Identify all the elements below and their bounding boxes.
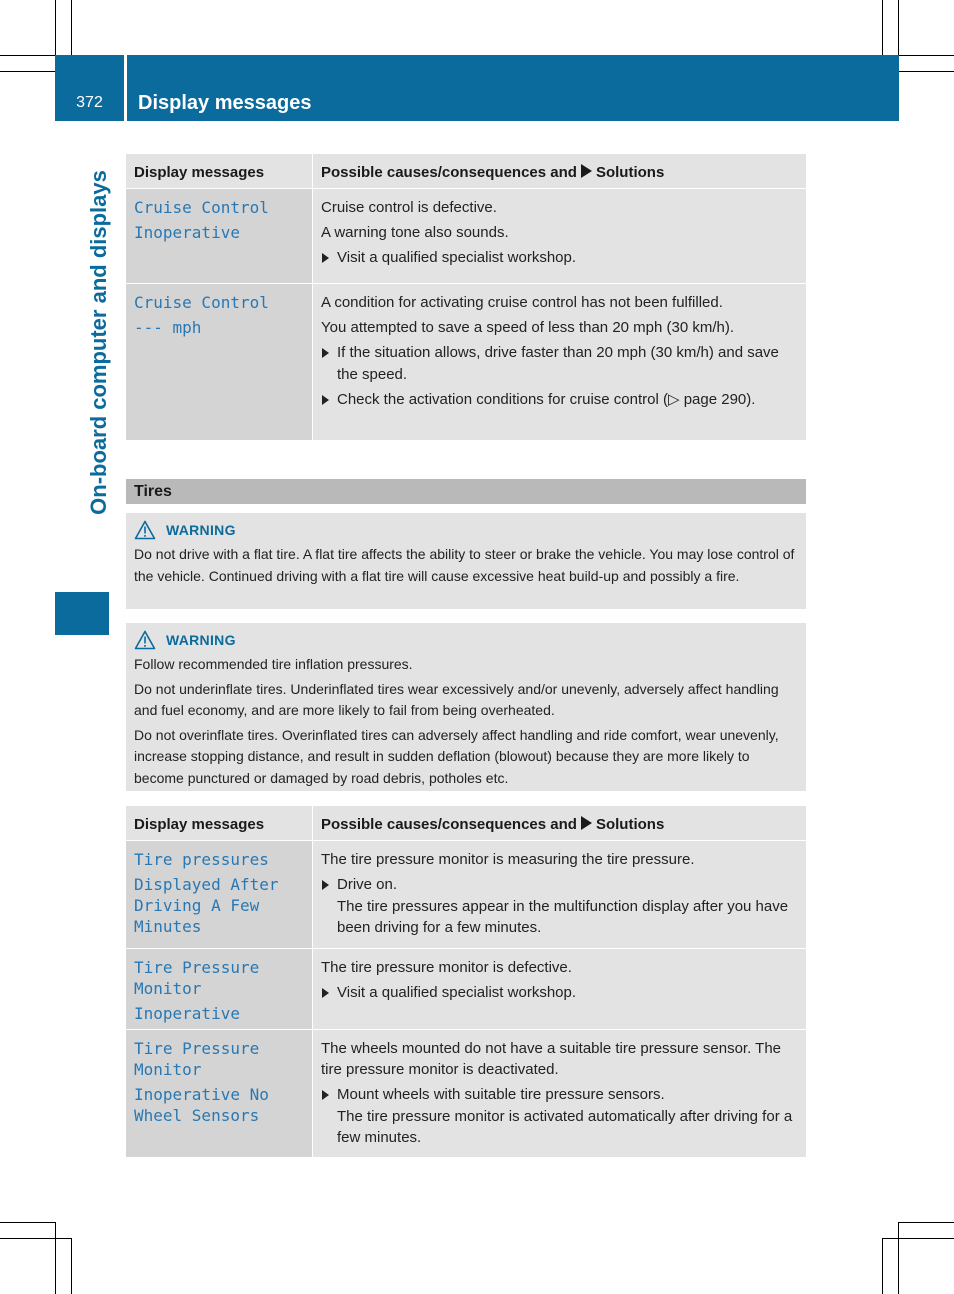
warning-label: WARNING <box>166 522 236 538</box>
page-title: Display messages <box>138 92 312 114</box>
solution-cell <box>312 284 806 440</box>
crop-mark <box>898 1222 899 1294</box>
step-arrow-icon <box>322 988 329 998</box>
table-row <box>126 188 806 283</box>
display-message-text: --- mph <box>134 318 202 337</box>
display-message-text: Displayed After Driving A Few Minutes <box>134 875 279 936</box>
warning-text: Do not drive with a flat tire. A flat tire affects the ability to steer or brake the vehicle. You may lose control of the vehicle. Continued driving with a flat tire will cause excessive heat build-up and possibly a fire. <box>134 546 795 584</box>
cause-text: You attempted to save a speed of less than 20 mph (30 km/h). <box>321 319 735 336</box>
solution-arrow-icon <box>581 164 592 178</box>
header-divider <box>124 55 127 121</box>
message-cell <box>126 284 312 440</box>
cause-text: The tire pressure monitor is measuring the tire pressure. <box>321 851 695 868</box>
display-message-text: Tire pressures <box>134 850 269 869</box>
display-message-text: Inoperative <box>134 1004 240 1023</box>
page-header <box>55 55 899 121</box>
message-cell <box>126 949 312 1029</box>
warning-triangle-icon <box>134 630 156 650</box>
display-message-text: Inoperative <box>134 223 240 242</box>
warning-text: Follow recommended tire inflation pressures. <box>134 656 413 672</box>
solution-step: Visit a qualified specialist workshop. <box>321 982 798 1004</box>
warning-text: Do not underinflate tires. Underinflated tires wear excessively and/or unevenly, adversely affect handling and fuel economy, and are more likely to fail from being overheated. <box>134 680 779 718</box>
crop-mark <box>882 1238 883 1294</box>
crop-mark <box>0 71 56 72</box>
solution-cell <box>312 189 806 283</box>
warning-heading <box>134 519 798 541</box>
crop-mark <box>55 1222 56 1294</box>
solution-arrow-icon <box>581 816 592 830</box>
step-arrow-icon <box>322 253 329 263</box>
solution-step: Drive on. <box>321 874 798 896</box>
step-arrow-icon <box>322 348 329 358</box>
table-header-row <box>126 154 806 188</box>
warning-box <box>126 513 806 609</box>
crop-mark <box>71 0 72 56</box>
crop-mark <box>0 55 56 56</box>
section-heading: Tires <box>134 483 172 500</box>
warning-heading <box>134 629 798 651</box>
warning-text: Do not overinflate tires. Overinflated tires can adversely affect handling and ride comfort, wear unevenly, increase stopping distance, and result in sudden deflation (blowout) because they are more likely to become punctured or damaged by road debris, potholes etc. <box>134 726 779 786</box>
crop-mark <box>882 1238 954 1239</box>
cause-text: The tire pressure monitor is defective. <box>321 959 572 976</box>
solution-result: The tire pressures appear in the multifunction display after you have been driving for a few minutes. <box>337 897 789 936</box>
message-cell <box>126 189 312 283</box>
crop-mark <box>898 71 954 72</box>
cause-text: A condition for activating cruise control has not been fulfilled. <box>321 294 723 311</box>
page-number: 372 <box>76 94 103 111</box>
step-arrow-icon <box>322 395 329 405</box>
chapter-tab-marker <box>55 592 109 635</box>
table-row <box>126 1029 806 1157</box>
solution-step <box>321 389 798 411</box>
solution-cell <box>312 1030 806 1157</box>
solution-step: If the situation allows, drive faster than 20 mph (30 km/h) and save the speed. <box>321 342 798 385</box>
crop-mark <box>71 1238 72 1294</box>
message-cell <box>126 1030 312 1157</box>
display-message-text: Tire Pressure Monitor <box>134 1039 260 1079</box>
crop-mark <box>898 55 954 56</box>
display-messages-table-tires <box>126 806 806 1157</box>
warning-triangle-icon <box>134 520 156 540</box>
message-cell <box>126 841 312 948</box>
solution-cell <box>312 841 806 948</box>
solution-cell <box>312 949 806 1029</box>
step-arrow-icon <box>322 880 329 890</box>
solution-result: The tire pressure monitor is activated automatically after driving for a few minutes. <box>337 1107 793 1146</box>
chapter-side-label: On-board computer and displays <box>86 170 111 515</box>
crop-mark <box>882 0 883 56</box>
warning-label: WARNING <box>166 632 236 648</box>
crop-mark <box>898 1222 954 1223</box>
crop-mark <box>55 0 56 56</box>
header-cell-display-messages: Display messages <box>126 806 312 840</box>
table-header-row <box>126 806 806 840</box>
display-message-text: Tire Pressure Monitor <box>134 958 260 998</box>
crop-mark <box>0 1238 72 1239</box>
table-row <box>126 283 806 440</box>
table-row <box>126 840 806 948</box>
solution-step: Visit a qualified specialist workshop. <box>321 247 798 269</box>
crop-mark <box>0 1222 56 1223</box>
cause-text: Cruise control is defective. <box>321 199 497 216</box>
step-arrow-icon <box>322 1090 329 1100</box>
page-reference-link[interactable]: Check the activation conditions for cruise control (▷ page 290). <box>337 391 756 408</box>
warning-box <box>126 623 806 791</box>
table-row <box>126 948 806 1029</box>
header-cell-display-messages: Display messages <box>126 154 312 188</box>
section-heading-bar <box>126 479 806 504</box>
cause-text: A warning tone also sounds. <box>321 224 509 241</box>
display-message-text: Cruise Control <box>134 293 269 312</box>
header-cell-causes-solutions: Possible causes/consequences and Solutions <box>312 806 806 840</box>
cause-text: The wheels mounted do not have a suitable tire pressure sensor. The tire pressure monitor is deactivated. <box>321 1040 781 1078</box>
crop-mark <box>898 0 899 56</box>
solution-step: Mount wheels with suitable tire pressure sensors. <box>321 1084 798 1106</box>
header-cell-causes-solutions: Possible causes/consequences and Solutions <box>312 154 806 188</box>
display-message-text: Inoperative No Wheel Sensors <box>134 1085 269 1125</box>
display-messages-table-cruise <box>126 154 806 440</box>
display-message-text: Cruise Control <box>134 198 269 217</box>
